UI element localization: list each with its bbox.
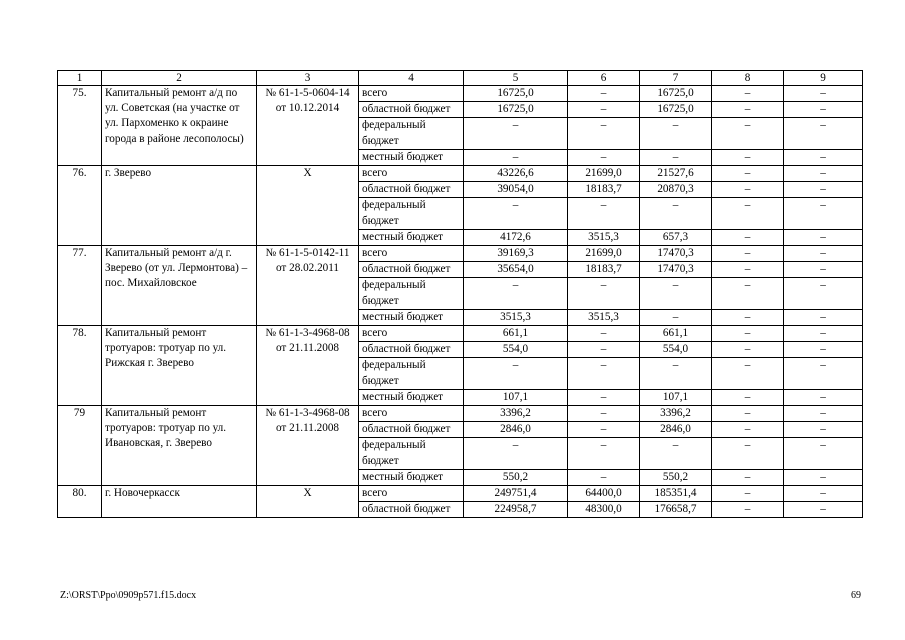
funding-source: областной бюджет bbox=[359, 102, 464, 118]
value-v5: 16725,0 bbox=[464, 102, 568, 118]
header-cell: 7 bbox=[640, 71, 712, 86]
value-v7: – bbox=[640, 358, 712, 389]
value-v8: – bbox=[712, 166, 784, 182]
funding-source: всего bbox=[359, 166, 464, 182]
value-v6: – bbox=[568, 422, 640, 438]
value-v8: – bbox=[712, 182, 784, 198]
value-v5: 224958,7 bbox=[464, 502, 568, 518]
funding-source: местный бюджет bbox=[359, 309, 464, 325]
value-v5: 35654,0 bbox=[464, 262, 568, 278]
value-v6: 3515,3 bbox=[568, 309, 640, 325]
funding-source: местный бюджет bbox=[359, 229, 464, 245]
value-v6: 18183,7 bbox=[568, 182, 640, 198]
value-v6: 64400,0 bbox=[568, 486, 640, 502]
funding-source: федеральный бюджет bbox=[359, 358, 464, 389]
value-v6: 18183,7 bbox=[568, 262, 640, 278]
object-name: Капитальный ремонт тротуаров: тротуар по ул. Ивановская, г. Зверево bbox=[102, 406, 257, 486]
value-v9: – bbox=[784, 342, 863, 358]
funding-source: областной бюджет bbox=[359, 182, 464, 198]
value-v7: – bbox=[640, 198, 712, 229]
value-v8: – bbox=[712, 469, 784, 485]
value-v8: – bbox=[712, 342, 784, 358]
header-row bbox=[58, 71, 863, 86]
value-v7: 16725,0 bbox=[640, 86, 712, 102]
value-v8: – bbox=[712, 278, 784, 309]
document-number: № 61-1-5-0604-14 от 10.12.2014 bbox=[257, 86, 359, 166]
value-v9: – bbox=[784, 406, 863, 422]
value-v8: – bbox=[712, 389, 784, 405]
value-v8: – bbox=[712, 326, 784, 342]
value-v8: – bbox=[712, 486, 784, 502]
value-v7: 661,1 bbox=[640, 326, 712, 342]
funding-source: всего bbox=[359, 86, 464, 102]
value-v6: – bbox=[568, 86, 640, 102]
value-v8: – bbox=[712, 149, 784, 165]
value-v8: – bbox=[712, 358, 784, 389]
value-v8: – bbox=[712, 438, 784, 469]
value-v8: – bbox=[712, 198, 784, 229]
value-v7: 657,3 bbox=[640, 229, 712, 245]
value-v9: – bbox=[784, 246, 863, 262]
table-row bbox=[58, 486, 863, 502]
value-v8: – bbox=[712, 406, 784, 422]
value-v8: – bbox=[712, 502, 784, 518]
funding-source: федеральный бюджет bbox=[359, 278, 464, 309]
table-row bbox=[58, 326, 863, 342]
value-v6: – bbox=[568, 326, 640, 342]
value-v9: – bbox=[784, 262, 863, 278]
document-number: № 61-1-5-0142-11 от 28.02.2011 bbox=[257, 246, 359, 326]
value-v7: – bbox=[640, 438, 712, 469]
value-v8: – bbox=[712, 118, 784, 149]
value-v6: – bbox=[568, 278, 640, 309]
object-name: Капитальный ремонт а/д г. Зверево (от ул. Лермонтова) – пос. Михайловское bbox=[102, 246, 257, 326]
value-v6: – bbox=[568, 118, 640, 149]
funding-source: всего bbox=[359, 326, 464, 342]
header-cell: 1 bbox=[58, 71, 102, 86]
funding-source: областной бюджет bbox=[359, 502, 464, 518]
document-number: Х bbox=[257, 166, 359, 246]
value-v7: 21527,6 bbox=[640, 166, 712, 182]
value-v9: – bbox=[784, 102, 863, 118]
page-number: 69 bbox=[851, 590, 861, 601]
document-number: № 61-1-3-4968-08 от 21.11.2008 bbox=[257, 406, 359, 486]
table-row bbox=[58, 86, 863, 102]
header-cell: 2 bbox=[102, 71, 257, 86]
value-v6: – bbox=[568, 149, 640, 165]
value-v7: – bbox=[640, 149, 712, 165]
funding-source: всего bbox=[359, 246, 464, 262]
value-v7: 17470,3 bbox=[640, 262, 712, 278]
value-v5: 3515,3 bbox=[464, 309, 568, 325]
value-v9: – bbox=[784, 149, 863, 165]
value-v5: 2846,0 bbox=[464, 422, 568, 438]
funding-source: областной бюджет bbox=[359, 262, 464, 278]
header-cell: 3 bbox=[257, 71, 359, 86]
value-v9: – bbox=[784, 118, 863, 149]
value-v9: – bbox=[784, 358, 863, 389]
value-v7: 16725,0 bbox=[640, 102, 712, 118]
value-v7: – bbox=[640, 118, 712, 149]
value-v7: 20870,3 bbox=[640, 182, 712, 198]
value-v5: – bbox=[464, 438, 568, 469]
value-v5: – bbox=[464, 149, 568, 165]
value-v8: – bbox=[712, 262, 784, 278]
value-v6: 21699,0 bbox=[568, 246, 640, 262]
value-v9: – bbox=[784, 389, 863, 405]
value-v5: 4172,6 bbox=[464, 229, 568, 245]
row-number: 79 bbox=[58, 406, 102, 486]
object-name: г. Новочеркасск bbox=[102, 486, 257, 518]
funding-source: всего bbox=[359, 486, 464, 502]
value-v9: – bbox=[784, 166, 863, 182]
table-row bbox=[58, 406, 863, 422]
value-v6: 3515,3 bbox=[568, 229, 640, 245]
object-name: г. Зверево bbox=[102, 166, 257, 246]
value-v9: – bbox=[784, 486, 863, 502]
value-v8: – bbox=[712, 309, 784, 325]
value-v9: – bbox=[784, 86, 863, 102]
value-v6: – bbox=[568, 389, 640, 405]
value-v5: 16725,0 bbox=[464, 86, 568, 102]
value-v7: 2846,0 bbox=[640, 422, 712, 438]
file-path: Z:\ORST\Ppo\0909p571.f15.docx bbox=[60, 590, 197, 601]
value-v7: 3396,2 bbox=[640, 406, 712, 422]
funding-source: федеральный бюджет bbox=[359, 118, 464, 149]
header-cell: 9 bbox=[784, 71, 863, 86]
value-v7: – bbox=[640, 278, 712, 309]
funding-source: федеральный бюджет bbox=[359, 438, 464, 469]
header-cell: 5 bbox=[464, 71, 568, 86]
value-v6: 21699,0 bbox=[568, 166, 640, 182]
value-v5: – bbox=[464, 358, 568, 389]
object-name: Капитальный ремонт а/д по ул. Советская (на участке от ул. Пархоменко к окраине города в районе лесополосы) bbox=[102, 86, 257, 166]
value-v7: – bbox=[640, 309, 712, 325]
value-v5: – bbox=[464, 198, 568, 229]
budget-table bbox=[57, 70, 863, 518]
value-v6: – bbox=[568, 469, 640, 485]
object-name: Капитальный ремонт тротуаров: тротуар по ул. Рижская г. Зверево bbox=[102, 326, 257, 406]
value-v5: – bbox=[464, 118, 568, 149]
value-v7: 176658,7 bbox=[640, 502, 712, 518]
value-v5: 39169,3 bbox=[464, 246, 568, 262]
value-v5: 661,1 bbox=[464, 326, 568, 342]
value-v5: 3396,2 bbox=[464, 406, 568, 422]
funding-source: местный бюджет bbox=[359, 469, 464, 485]
table-row bbox=[58, 166, 863, 182]
value-v7: 554,0 bbox=[640, 342, 712, 358]
value-v9: – bbox=[784, 469, 863, 485]
row-number: 77. bbox=[58, 246, 102, 326]
funding-source: всего bbox=[359, 406, 464, 422]
value-v9: – bbox=[784, 278, 863, 309]
value-v5: 249751,4 bbox=[464, 486, 568, 502]
row-number: 80. bbox=[58, 486, 102, 518]
value-v5: 550,2 bbox=[464, 469, 568, 485]
header-cell: 8 bbox=[712, 71, 784, 86]
row-number: 76. bbox=[58, 166, 102, 246]
value-v9: – bbox=[784, 229, 863, 245]
funding-source: областной бюджет bbox=[359, 422, 464, 438]
value-v6: – bbox=[568, 438, 640, 469]
value-v6: – bbox=[568, 102, 640, 118]
value-v8: – bbox=[712, 102, 784, 118]
value-v6: – bbox=[568, 406, 640, 422]
header-cell: 6 bbox=[568, 71, 640, 86]
value-v6: 48300,0 bbox=[568, 502, 640, 518]
value-v7: 185351,4 bbox=[640, 486, 712, 502]
value-v9: – bbox=[784, 309, 863, 325]
document-number: Х bbox=[257, 486, 359, 518]
value-v8: – bbox=[712, 422, 784, 438]
funding-source: местный бюджет bbox=[359, 149, 464, 165]
row-number: 75. bbox=[58, 86, 102, 166]
header-cell: 4 bbox=[359, 71, 464, 86]
value-v9: – bbox=[784, 422, 863, 438]
value-v7: 550,2 bbox=[640, 469, 712, 485]
value-v9: – bbox=[784, 502, 863, 518]
value-v7: 107,1 bbox=[640, 389, 712, 405]
table-row bbox=[58, 246, 863, 262]
value-v8: – bbox=[712, 229, 784, 245]
row-number: 78. bbox=[58, 326, 102, 406]
value-v5: – bbox=[464, 278, 568, 309]
value-v9: – bbox=[784, 198, 863, 229]
value-v5: 43226,6 bbox=[464, 166, 568, 182]
value-v5: 39054,0 bbox=[464, 182, 568, 198]
value-v6: – bbox=[568, 342, 640, 358]
value-v6: – bbox=[568, 198, 640, 229]
value-v8: – bbox=[712, 246, 784, 262]
funding-source: федеральный бюджет bbox=[359, 198, 464, 229]
value-v7: 17470,3 bbox=[640, 246, 712, 262]
funding-source: местный бюджет bbox=[359, 389, 464, 405]
value-v6: – bbox=[568, 358, 640, 389]
funding-source: областной бюджет bbox=[359, 342, 464, 358]
value-v5: 554,0 bbox=[464, 342, 568, 358]
value-v5: 107,1 bbox=[464, 389, 568, 405]
value-v8: – bbox=[712, 86, 784, 102]
value-v9: – bbox=[784, 182, 863, 198]
value-v9: – bbox=[784, 326, 863, 342]
value-v9: – bbox=[784, 438, 863, 469]
document-number: № 61-1-3-4968-08 от 21.11.2008 bbox=[257, 326, 359, 406]
